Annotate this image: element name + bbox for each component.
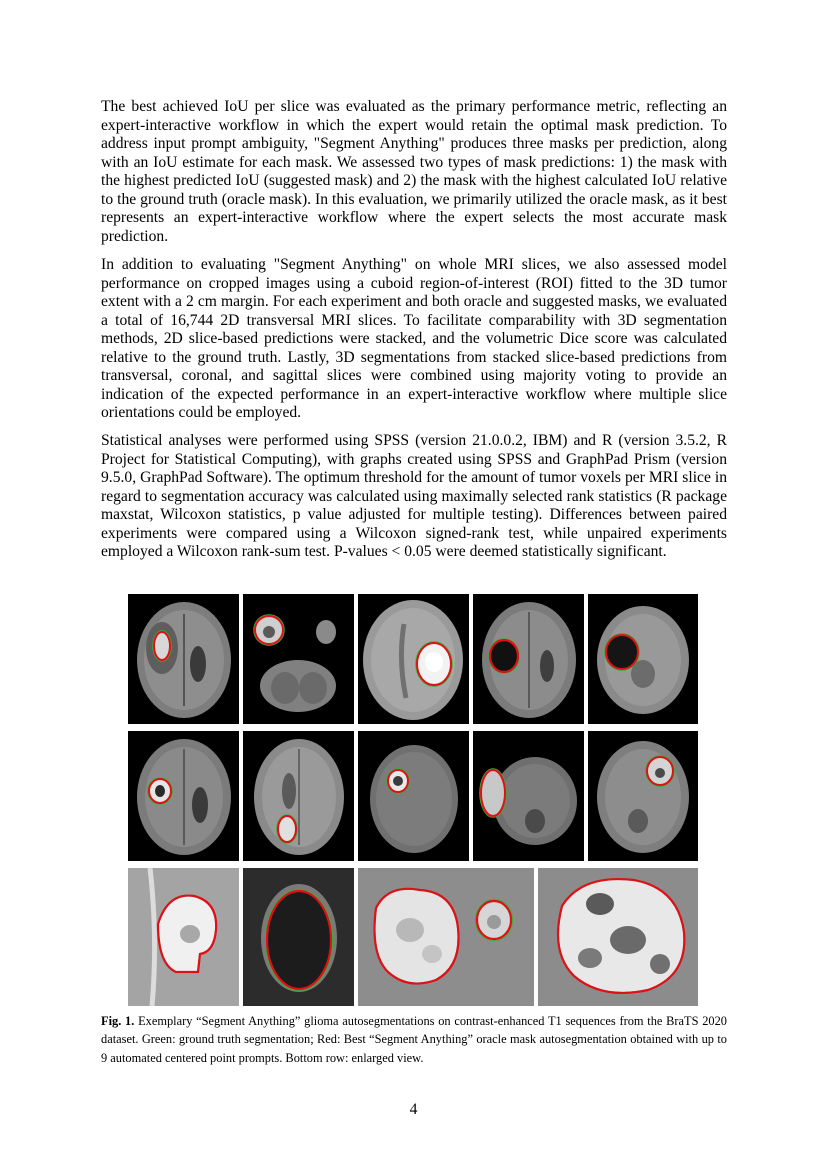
mri-tile-r2c3 xyxy=(358,731,469,861)
body-paragraph-1: The best achieved IoU per slice was evaluated as the primary performance metric, reflecting an expert-interactive workflow in which the expert would retain the optimal mask prediction. To address input prompt ambiguity, "Segment Anything" produces three masks per prediction, along with an IoU estimate for each mask. We assessed two types of mask predictions: 1) the mask with the highest predicted IoU (suggested mask) and 2) the mask with the highest calculated IoU relative to the ground truth (oracle mask). In this evaluation, we primarily utilized the oracle mask, as it best represents an expert-interactive workflow where the expert selects the most accurate mask prediction. xyxy=(101,98,727,245)
mri-zoom-tile-3 xyxy=(358,868,534,1006)
mri-tile-r1c5 xyxy=(588,594,698,724)
figure-caption-text: Exemplary “Segment Anything” glioma autosegmentations on contrast-enhanced T1 sequences from the BraTS 2020 dataset. Green: ground truth segmentation; Red: Best “Segment Anything” oracle mask autosegmentation obtained with up to 9 automated centered point prompts. Bottom row: enlarged view. xyxy=(101,1014,727,1065)
body-paragraph-2: In addition to evaluating "Segment Anything" on whole MRI slices, we also assessed model performance on cropped images using a cuboid region-of-interest (ROI) fitted to the 3D tumor extent with a 2 cm margin. For each experiment and both oracle and suggested masks, we evaluated a total of 16,744 2D transversal MRI slices. To facilitate comparability with 3D segmentation methods, 2D slice-based predictions were stacked, and the volumetric Dice score was calculated relative to the ground truth. Lastly, 3D segmentations from stacked slice-based predictions from transversal, coronal, and sagittal slices were combined using majority voting to provide an indication of the expected performance in an expert-interactive workflow where multiple slice orientations could be employed. xyxy=(101,256,727,422)
figure-label: Fig. 1. xyxy=(101,1014,135,1028)
body-paragraph-3: Statistical analyses were performed using SPSS (version 21.0.0.2, IBM) and R (version 3.5.2, R Project for Statistical Computing), with graphs created using SPSS and GraphPad Prism (version 9.5.0, GraphPad Software). The optimum threshold for the amount of tumor voxels per MRI slice in regard to segmentation accuracy was calculated using maximally selected rank statistics (R package maxstat, Wilcoxon statistics, p value adjusted for multiple testing). Differences between paired experiments were compared using a Wilcoxon signed-rank test, while unpaired experiments employed a Wilcoxon rank-sum test. P-values < 0.05 were deemed statistically significant. xyxy=(101,432,727,561)
mri-tile-r2c4 xyxy=(473,731,584,861)
mri-tile-r2c2 xyxy=(243,731,354,861)
mri-zoom-tile-4 xyxy=(538,868,698,1006)
mri-zoom-tile-2 xyxy=(243,868,354,1006)
page-number: 4 xyxy=(409,1101,418,1118)
mri-tile-r1c3 xyxy=(358,594,469,724)
mri-tile-r1c4 xyxy=(473,594,584,724)
figure-caption xyxy=(101,1012,727,1067)
mri-tile-r2c1 xyxy=(128,731,239,861)
mri-tile-r1c2 xyxy=(243,594,354,724)
mri-tile-r1c1 xyxy=(128,594,239,724)
mri-zoom-tile-1 xyxy=(128,868,239,1006)
figure-mri-segmentations xyxy=(128,594,698,1006)
mri-tile-r2c5 xyxy=(588,731,698,861)
